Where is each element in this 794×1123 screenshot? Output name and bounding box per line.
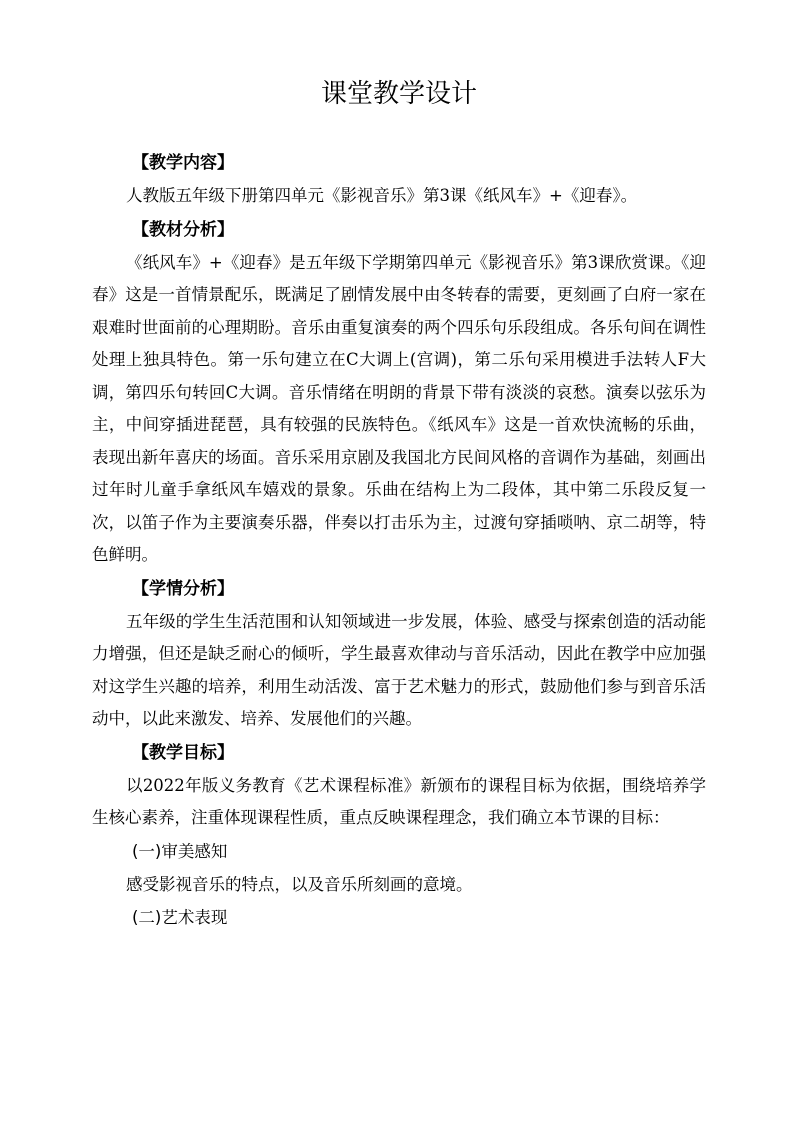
section-heading: 【教学目标】: [132, 742, 234, 763]
paragraph: 以2022年版义务教育《艺术课程标准》新颁布的课程目标为依据，围绕培养学生核心素养，注重体现课程性质，重点反映课程理念，我们确立本节课的目标：: [92, 775, 706, 827]
section-material-analysis: [92, 213, 706, 572]
objective-text-aesthetic: 感受影视音乐的特点，以及音乐所刻画的意境。: [126, 874, 473, 894]
paragraph: 五年级的学生生活范围和认知领域进一步发展，体验、感受与探索创造的活动能力增强，但还是缺乏耐心的倾听，学生最喜欢律动与音乐活动，因此在教学中应加强对这学生兴趣的培养，利用生动活泼、富于艺术魅力的形式，鼓励他们参与到音乐活动中，以此来激发、培养、发展他们的兴趣。: [92, 611, 706, 728]
paragraph: 人教版五年级下册第四单元《影视音乐》第3课《纸风车》+《迎春》。: [126, 186, 638, 205]
objective-heading-aesthetic: (一)审美感知: [132, 841, 228, 861]
page-title: 课堂教学设计: [320, 79, 477, 109]
section-heading: 【学情分析】: [132, 578, 234, 599]
section-student-analysis: [92, 572, 706, 736]
section-heading: 【教材分析】: [132, 219, 234, 240]
section-heading: 【教学内容】: [132, 153, 234, 173]
section-teaching-content: [92, 146, 706, 213]
paragraph: 《纸风车》+《迎春》是五年级下学期第四单元《影视音乐》第3课欣赏课。《迎春》这是一首情景配乐，既满足了剧情发展中由冬转春的需要，更刻画了白府一家在艰难时世面前的心理期盼。音乐由重复演奏的两个四乐句乐段组成。各乐句间在调性处理上独具特色。第一乐句建立在C大调上(宫调)，第二乐句采用模进手法转人F大调，第四乐句转回C大调。音乐情绪在明朗的背景下带有淡淡的哀愁。演奏以弦乐为主，中间穿插进琵琶，具有较强的民族特色。《纸风车》这是一首欢快流畅的乐曲，表现出新年喜庆的场面。音乐采用京剧及我国北方民间风格的音调作为基础，刻画出过年时儿童手拿纸风车嬉戏的景象。乐曲在结构上为二段体，其中第二乐段反复一次，以笛子作为主要演奏乐器，伴奏以打击乐为主，过渡句穿插唢呐、京二胡等，特色鲜明。: [92, 252, 706, 564]
section-teaching-objectives: [92, 736, 706, 936]
objective-heading-art-expression: (二)艺术表现: [132, 908, 228, 927]
